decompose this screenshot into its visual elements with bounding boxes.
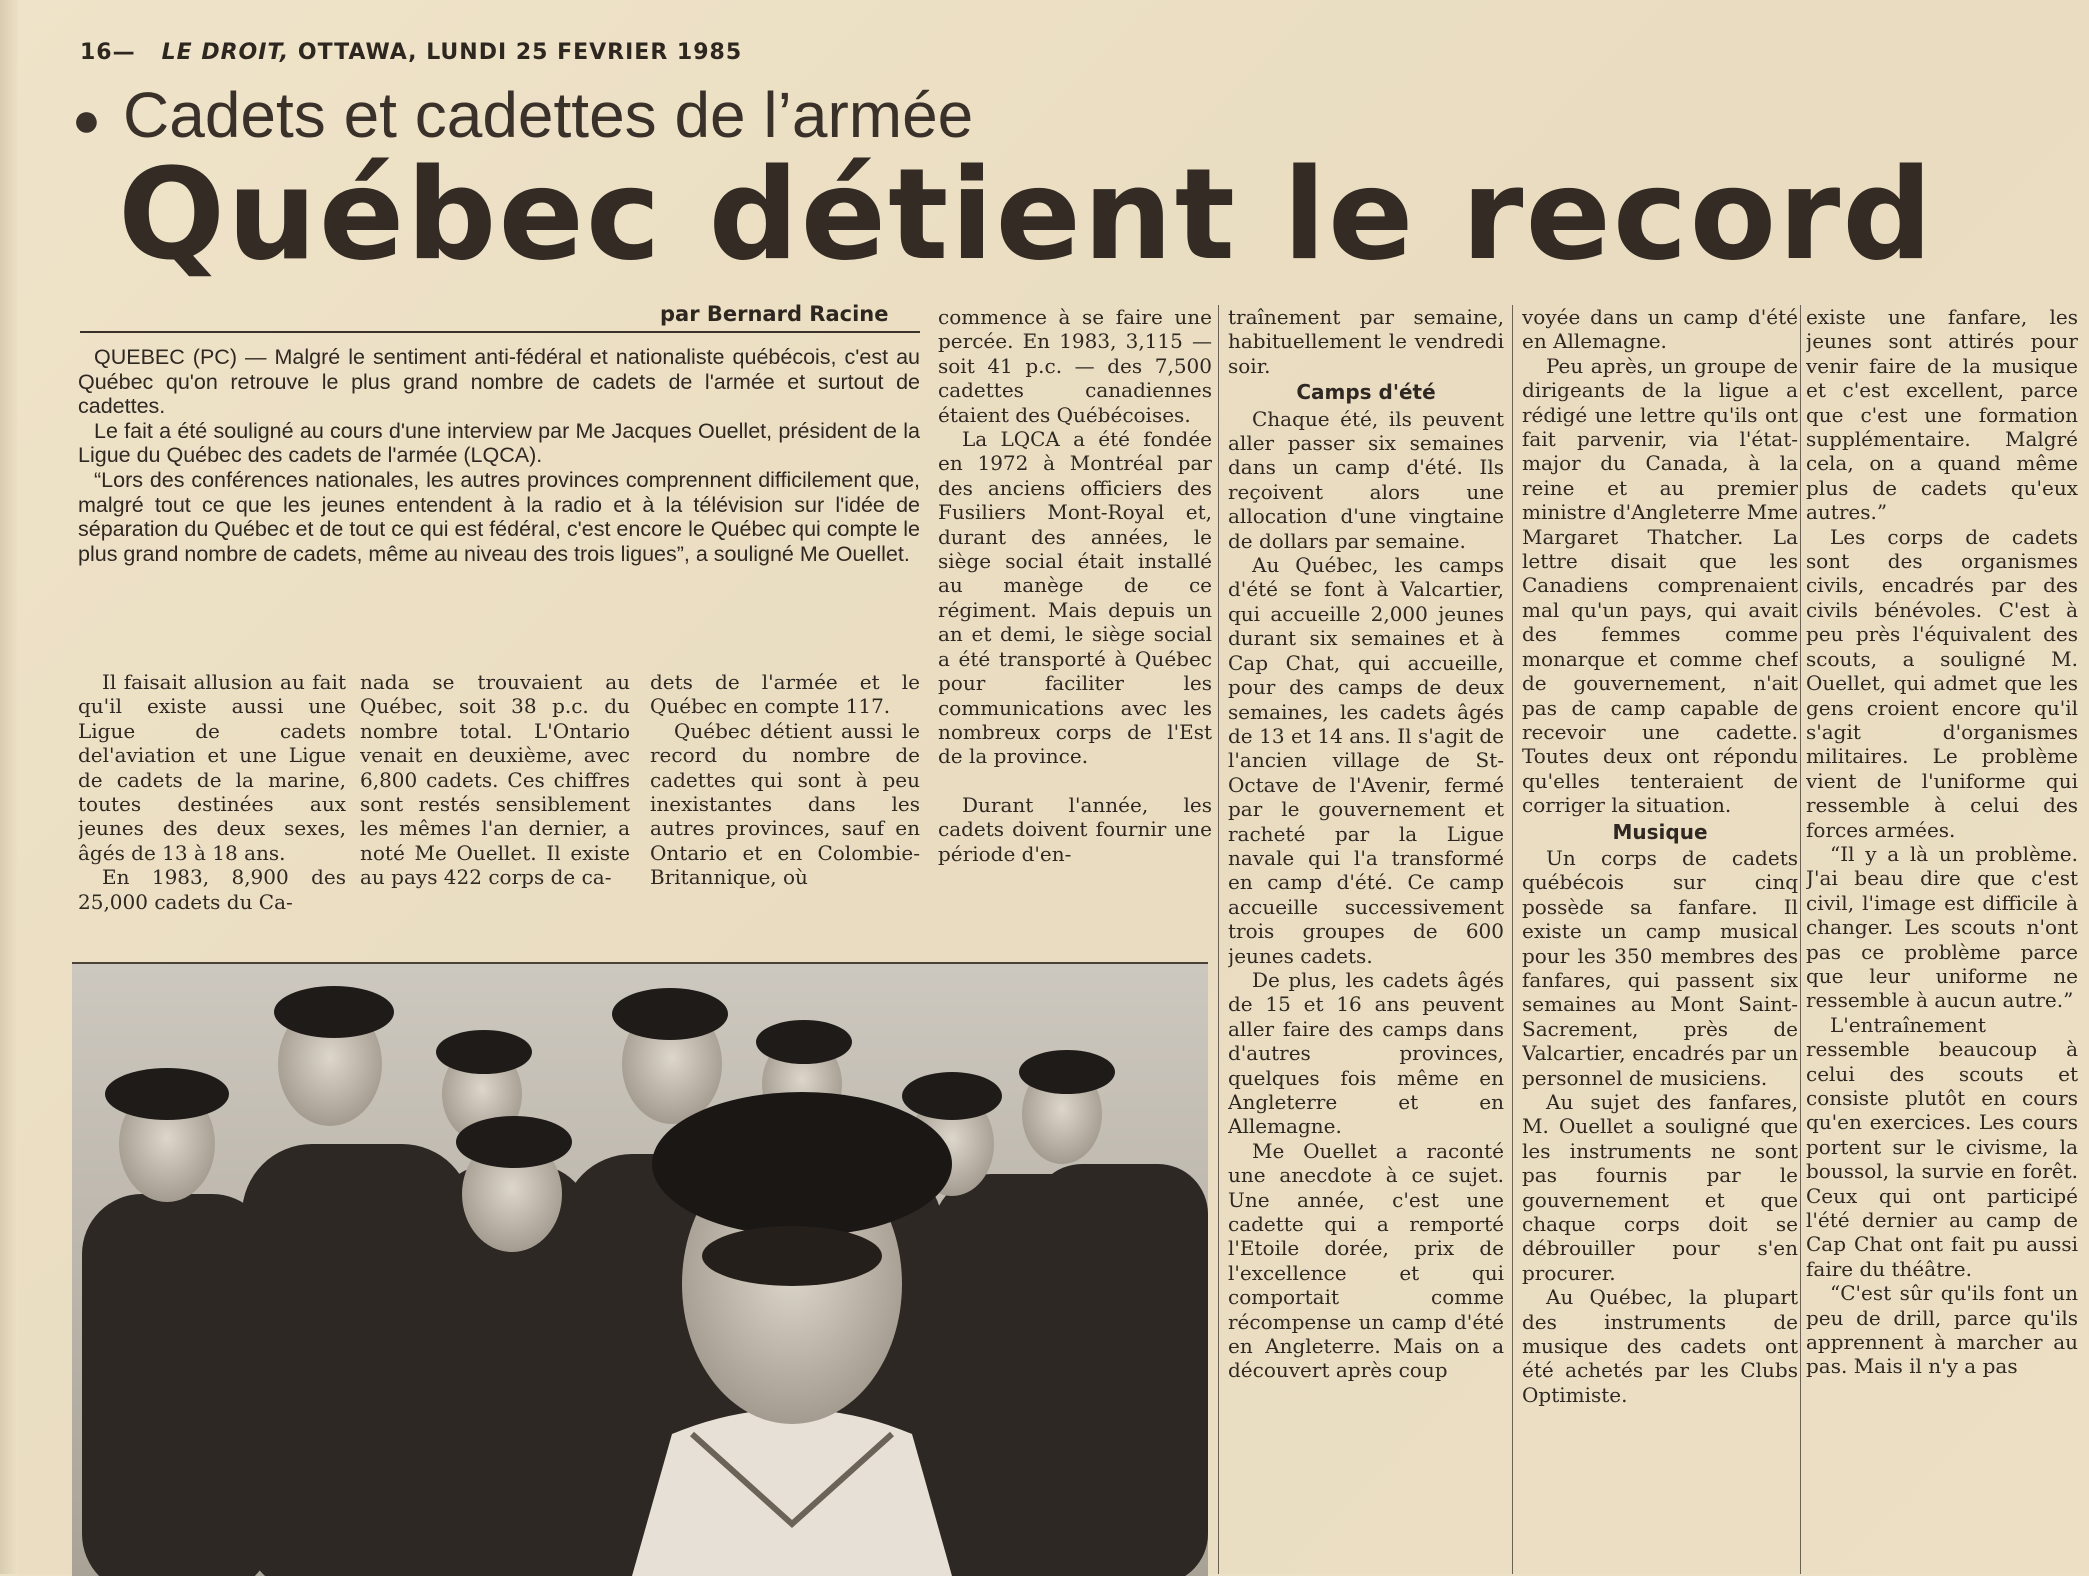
paragraph: Durant l'année, les cadets doivent fournir une période d'en- — [938, 792, 1212, 866]
paragraph: Au Québec, la plupart des instruments de musique des cadets ont été achetés par les Clubs Optimiste. — [1522, 1285, 1798, 1407]
lead-paragraph: QUEBEC (PC) — Malgré le sentiment anti-fédéral et nationaliste québécois, c'est au Québec qu'on retrouve le plus grand nombre de cadets de l'armée et surtout de cadettes. — [78, 345, 920, 419]
cadets-photo-graphic — [72, 964, 1208, 1576]
paragraph: Il faisait allusion au fait qu'il existe aussi une Ligue de cadets del'aviation et une Ligue de cadets de la marine, toutes destinées aux jeunes des deux sexes, âgés de 13 à 18 ans. — [78, 670, 346, 865]
subhead-musique: Musique — [1612, 819, 1708, 844]
paragraph: Au Québec, les camps d'été se font à Valcartier, qui accueille 2,000 jeunes durant six semaines et à Cap Chat, qui accueille, pour des camps de deux semaines, les cadets âgés de 13 et 14 ans. Il s'agit de l'ancien village de St-Octave de l'Avenir, fermé par le gouvernement et racheté par la Ligue navale qui l'a transformé en camp d'été. Ce camp accueille successivement trois groupes de 600 jeunes cadets. — [1228, 553, 1504, 968]
paragraph: La LQCA a été fondée en 1972 à Montréal par des anciens officiers des Fusiliers Mont-Royal et, durant des années, le siège social était installé au manège de ce régiment. Mais depuis un an et demi, le siège social a été transporté à Québec pour faciliter les communications avec les nombreux corps de l'Est de la province. — [938, 427, 1212, 769]
column-rule — [1218, 305, 1219, 1574]
page-edge — [0, 0, 18, 1574]
paragraph: Peu après, un groupe de dirigeants de la ligue a rédigé une lettre qu'ils ont fait parvenir, via l'état-major du Canada, à la reine et au premier ministre d'Angleterre Mme Margaret Thatcher. La lettre disait que les Canadiens comprenaient mal qu'un pays, qui avait des femmes comme monarque et comme chef de gouvernement, n'ait pas de camp capable de recevoir une cadette. Toutes deux ont répondu qu'elles tenteraient de corriger la situation. — [1522, 353, 1798, 818]
paragraph: Au sujet des fanfares, M. Ouellet a souligné que les instruments ne sont pas fournis par le gouvernement et que chaque corps doit se débrouiller pour s'en procurer. — [1522, 1090, 1798, 1285]
masthead-line — [80, 40, 742, 65]
paragraph: “C'est sûr qu'ils font un peu de drill, parce qu'ils apprennent à marcher au pas. Mais il n'y a pas — [1806, 1281, 2078, 1379]
text-column-4 — [938, 305, 1212, 960]
page-number: 16— — [80, 40, 136, 65]
text-column-1 — [78, 670, 346, 960]
subhead-camps: Camps d'été — [1296, 380, 1436, 405]
paragraph: L'entraînement ressemble beaucoup à celui des scouts et consiste plutôt en cours qu'en exercices. Les cours portent sur le civisme, la boussol, la survie en forêt. Ceux qui ont participé l'été dernier au camp de Cap Chat ont fait pu aussi faire du théâtre. — [1806, 1012, 2078, 1281]
headline: Québec détient le record — [118, 141, 1935, 288]
paragraph: En 1983, 8,900 des 25,000 cadets du Ca- — [78, 865, 346, 914]
text-column-3 — [650, 670, 920, 960]
column-rule — [1512, 305, 1513, 1574]
kicker-text: Cadets et cadettes de l’armée — [123, 79, 974, 151]
paragraph: Chaque été, ils peuvent aller passer six semaines dans un camp d'été. Ils reçoivent alors une allocation d'une vingtaine de dollars par semaine. — [1228, 406, 1504, 553]
text-column-5 — [1228, 305, 1504, 1574]
cadets-photo — [72, 962, 1208, 1576]
paragraph: dets de l'armée et le Québec en compte 117. — [650, 670, 920, 719]
column-rule — [1800, 305, 1801, 1574]
byline-rule — [80, 331, 920, 333]
paragraph: Les corps de cadets sont des organismes civils, encadrés par des civils bénévoles. C'est à peu près l'équivalent des scouts, a souligné M. Ouellet, qui admet que les gens croient encore qu'il s'agit d'organismes militaires. Le problème vient de l'uniforme qui ressemble à celui des forces armées. — [1806, 524, 2078, 842]
paragraph: Québec détient aussi le record du nombre de cadettes qui sont à peu inexistantes dans les autres provinces, sauf en Ontario et en Colombie-Britannique, où — [650, 718, 920, 890]
lead-paragraph: Le fait a été souligné au cours d'une interview par Me Jacques Ouellet, président de la Ligue du Québec des cadets de l'armée (LQCA). — [78, 418, 920, 468]
paragraph: nada se trouvaient au Québec, soit 38 p.c. du nombre total. L'Ontario venait en deuxième, avec 6,800 cadets. Ces chiffres sont restés sensiblement les mêmes l'an dernier, a noté Me Ouellet. Il existe au pays 422 corps de ca- — [360, 670, 630, 890]
paragraph: “Il y a là un problème. J'ai beau dire que c'est civil, l'image est difficile à changer. Les scouts n'ont pas ce problème parce que leur uniforme ne ressemble à aucun autre.” — [1806, 841, 2078, 1013]
paragraph: De plus, les cadets âgés de 15 et 16 ans peuvent aller faire des camps dans d'autres provinces, quelques fois même en Angleterre et en Allemagne. — [1228, 967, 1504, 1139]
paragraph: Me Ouellet a raconté une anecdote à ce sujet. Une année, c'est une cadette qui a remporté l'Etoile dorée, prix de l'excellence et qui comportait comme récompense un camp d'été en Angleterre. Mais on a découvert après coup — [1228, 1138, 1504, 1383]
text-column-2 — [360, 670, 630, 960]
lead-paragraph: “Lors des conférences nationales, les autres provinces comprennent difficilement que, malgré tout ce que les jeunes entendent à la radio et à la télévision sur l'idée de séparation du Québec et de tout ce qui est fédéral, c'est encore le Québec qui compte le plus grand nombre de cadets, même au niveau des trois ligues”, a souligné Me Ouellet. — [78, 467, 920, 566]
paragraph: traînement par semaine, habituellement le vendredi soir. — [1228, 305, 1504, 378]
text-column-6 — [1522, 305, 1798, 1574]
lead-paragraphs — [78, 345, 920, 566]
paragraph: Un corps de cadets québécois sur cinq possède sa fanfare. Il existe un camp musical pour les 350 membres des fanfares, qui passent six semaines au Mont Saint-Sacrement, près de Valcartier, encadrés par un personnel de musiciens. — [1522, 845, 1798, 1090]
dateline: OTTAWA, LUNDI 25 FEVRIER 1985 — [297, 40, 743, 65]
paragraph: commence à se faire une percée. En 1983, 3,115 —soit 41 p.c. — des 7,500 cadettes canadiennes étaient des Québécoises. — [938, 305, 1212, 427]
text-column-7 — [1806, 305, 2078, 1574]
paragraph: voyée dans un camp d'été en Allemagne. — [1522, 305, 1798, 354]
bullet-icon: ● — [72, 93, 101, 147]
byline: par Bernard Racine — [660, 302, 889, 326]
paragraph: existe une fanfare, les jeunes sont attirés pour venir faire de la musique et c'est excellent, parce que c'est une formation supplémentaire. Malgré cela, on a quand même plus de cadets qu'eux autres.” — [1806, 305, 2078, 525]
paper-name: LE DROIT, — [161, 40, 290, 65]
